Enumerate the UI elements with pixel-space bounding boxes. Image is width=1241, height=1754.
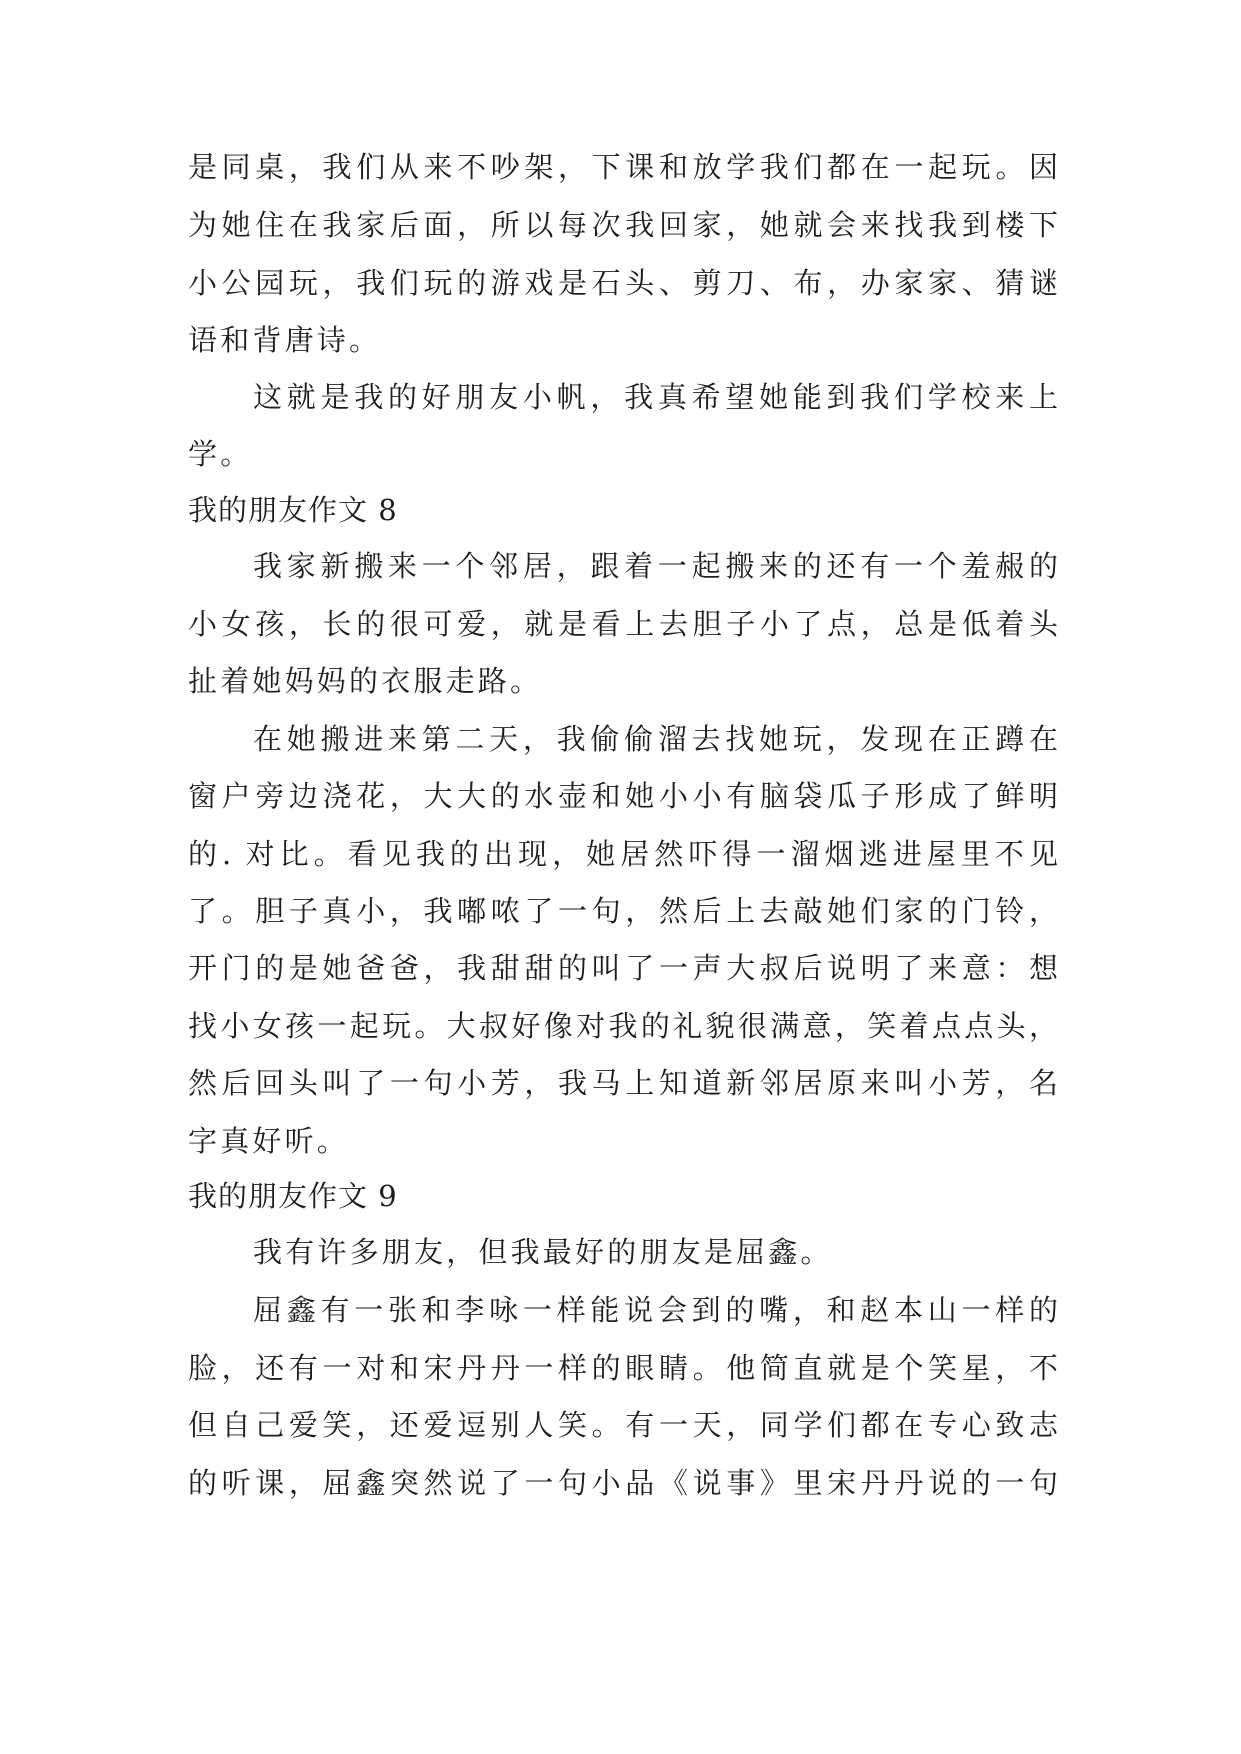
text-line: 学。 [188, 437, 253, 471]
text-line: 开门的是她爸爸，我甜甜的叫了一声大叔后说明了来意：想 [188, 951, 1058, 985]
section-heading: 我的朋友作文 8 [188, 493, 398, 527]
text-line: 我家新搬来一个邻居，跟着一起搬来的还有一个羞赧的 [253, 549, 1058, 583]
text-line: 的听课，屈鑫突然说了一句小品《说事》里宋丹丹说的一句 [188, 1466, 1058, 1500]
text-line: 是同桌，我们从来不吵架，下课和放学我们都在一起玩。因 [188, 150, 1058, 184]
text-line: 窗户旁边浇花，大大的水壶和她小小有脑袋瓜子形成了鲜明 [188, 779, 1058, 813]
text-line: 小女孩，长的很可爱，就是看上去胆子小了点，总是低着头 [188, 607, 1058, 641]
text-line: 然后回头叫了一句小芳，我马上知道新邻居原来叫小芳，名 [188, 1066, 1058, 1100]
text-line: 扯着她妈妈的衣服走路。 [188, 664, 543, 698]
text-line: 语和背唐诗。 [188, 323, 382, 357]
text-line: 了。胆子真小，我嘟哝了一句，然后上去敲她们家的门铃， [188, 894, 1058, 928]
text-line: 字真好听。 [188, 1124, 350, 1158]
text-line: 小公园玩，我们玩的游戏是石头、剪刀、布，办家家、猜谜 [188, 266, 1058, 300]
text-line: 屈鑫有一张和李咏一样能说会到的嘴，和赵本山一样的 [253, 1293, 1058, 1327]
text-line: 我有许多朋友，但我最好的朋友是屈鑫。 [253, 1235, 833, 1269]
text-line: 但自己爱笑，还爱逗别人笑。有一天，同学们都在专心致志 [188, 1408, 1058, 1442]
text-line: 脸，还有一对和宋丹丹一样的眼睛。他简直就是个笑星，不 [188, 1351, 1058, 1385]
text-line: 这就是我的好朋友小帆，我真希望她能到我们学校来上 [253, 380, 1058, 414]
text-line: 为她住在我家后面，所以每次我回家，她就会来找我到楼下 [188, 208, 1058, 242]
section-heading: 我的朋友作文 9 [188, 1179, 398, 1213]
text-line: 的. 对比。看见我的出现，她居然吓得一溜烟逃进屋里不见 [188, 837, 1058, 871]
text-line: 找小女孩一起玩。大叔好像对我的礼貌很满意，笑着点点头， [188, 1009, 1058, 1043]
text-line: 在她搬进来第二天，我偷偷溜去找她玩，发现在正蹲在 [253, 722, 1058, 756]
